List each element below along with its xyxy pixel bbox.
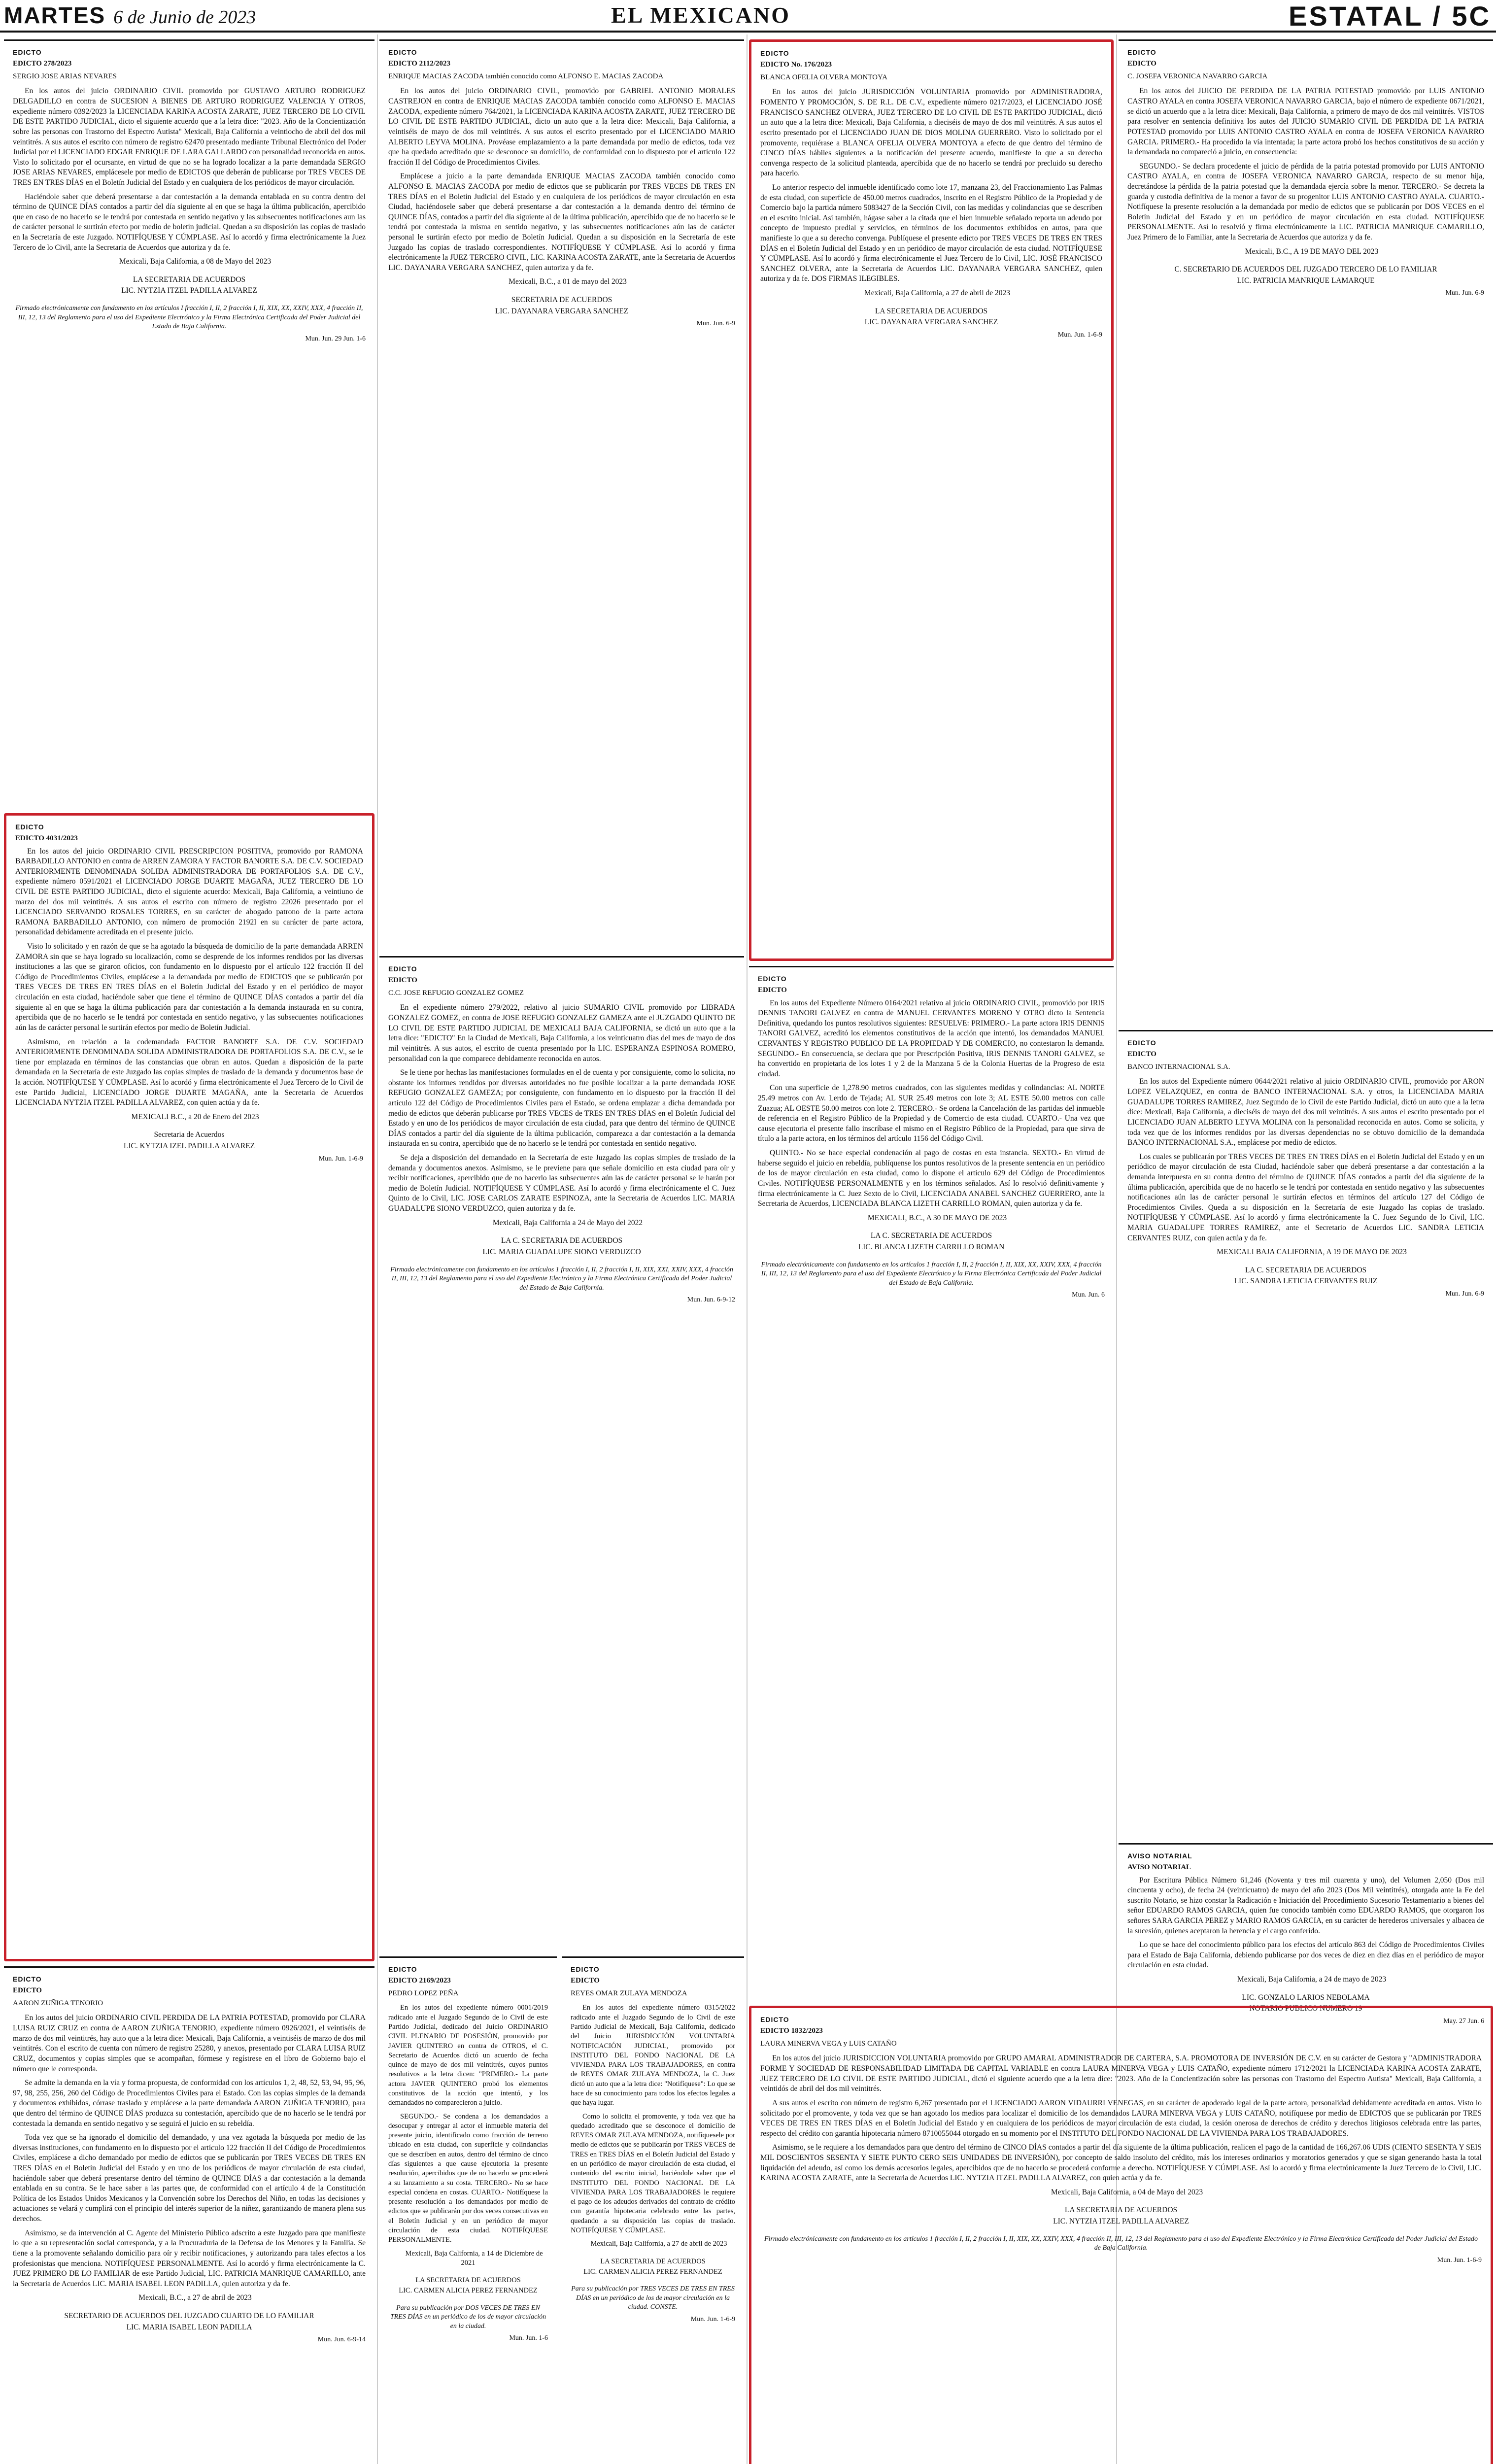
notice-paragraph: En los autos del JUICIO DE PERDIDA DE LA PATRIA POTESTAD promovido por LUIS ANTONIO CASTRO AYALA en contra JOSEFA VERONICA NAVARRO GARCIA, bajo el número de expediente 0671/2021, se dictó un acuerdo que a la letra dice: Mexicali, Baja California, a primero de mayo de dos mil veintitrés. VISTOS para resolver en sentencia definitiva los autos del JUICIO SUMARIO CIVIL DE PERDIDA DE LA PATRIA POTESTAD promovido por LUIS ANTONIO CASTRO AYALA en contra de JOSEFA VERONICA NAVARRO GARCIA. PRIMERO.- Ha procedido la vía intentada; la parte actora probó los hechos constitutivos de su acción y la demandada no compareció a juicio, en consecuencia:: [1127, 87, 1484, 157]
notice-id: EDICTO 2112/2023: [388, 59, 450, 68]
masthead-date: [4, 2, 256, 29]
notice-body: [1127, 86, 1484, 257]
notice-paragraph: Toda vez que se ha ignorado el domicilio del demandado, y una vez agotada la búsqueda por medio de las diversas instituciones, con fundamento en lo dispuesto por el artículo 122 fracción II del Código de Procedimientos Civiles, emplácese a dicho demandado por medio de edictos que se publicarán por TRES VECES DE TRES EN TRES DÍAS en el Boletín Judicial del Estado y en uno de los periódicos de mayor circulación de esta ciudad, haciéndole saber que deberá presentarse dentro del término de QUINCE DÍAS a dar contestación a la demanda entablada en su contra. Se le hace saber a las partes que, de conformidad con el artículo 4 de la Constitución Política de los Estados Unidos Mexicanos y la Convención sobre los Derechos del Niño, en todas las decisiones y actuaciones se velará y cumplirá con el principio del interés superior de la niñez, garantizando de manera plena sus derechos.: [13, 2133, 366, 2224]
notice-paragraph: MEXICALI B.C., a 20 de Enero del 2023: [131, 1112, 259, 1121]
legal-notice: [1119, 1030, 1493, 1838]
signature-line: LIC. DAYANARA VERGARA SANCHEZ: [495, 307, 629, 315]
notice-paragraph: Asimismo, en relación a la codemandada FACTOR BANORTE S.A. DE C.V. SOCIEDAD ANTERIORMENTE DENOMINADA SOLIDA ADMINISTRADORA DE PORTAFOLIOS S.A. DE C.V., se le tiene por emplazada en términos de las constancias que obran en autos. Quedan a disposición de la parte demandada en la Secretaría de este Juzgado las copias simples de traslado de la demanda y documentos base de la acción. NOTIFÍQUESE Y CÚMPLASE. Así lo acordó y firma electrónicamente el Juez Tercero de lo Civil de este Partido Judicial, LICENCIADO JORGE DUARTE MAGAÑA, ante la Secretaria de Acuerdos LICENCIADA NYTZIA ITZEL PADILLA ALVAREZ, con quien actúa y da fe.: [15, 1037, 363, 1107]
signature-line: LIC. BLANCA LIZETH CARRILLO ROMAN: [858, 1242, 1005, 1251]
notice-paragraph: Mexicali, Baja California, a 08 de Mayo del 2023: [119, 257, 272, 266]
notice-publication-ref: Mun. Jun. 1-6-9: [1437, 2256, 1482, 2264]
notice-signature: [1127, 265, 1484, 286]
notice-paragraph: Haciéndole saber que deberá presentarse a dar contestación a la demanda entablada en su contra dentro del término de QUINCE DÍAS contados a partir del día siguiente al en que se haga la última publicación, apercibido que en caso de no hacerlo se le tendrá por contestada en sentido negativo y las subsecuentes notificaciones aun las de carácter personal le surtirán efecto por medio de boletín judicial. Quedan a su disposición las copias de traslado en la Secretaría de este Juzgado. NOTIFÍQUESE Y CÚMPLASE. Así lo acordó y firma electrónicamente la Juez Tercero de lo Civil, ante la Secretaria de Acuerdos que autoriza y da fe.: [13, 192, 366, 252]
notice-paragraph: Se admite la demanda en la vía y forma propuesta, de conformidad con los artículos 1, 2, 48, 52, 53, 94, 95, 96, 97, 98, 255, 256, 260 del Código de Procedimientos Civiles para el Estado. Con las copias simples de la demanda y documentos exhibidos, córrase traslado y emplácese a la parte demandada AARON ZUÑIGA TENORIO, para que dentro del término de QUINCE DÍAS produzca su contestación, apercibido que de no hacerlo se le tendrá por contestada la demanda en sentido negativo y se seguirá el juicio en su rebeldía.: [13, 2079, 366, 2128]
notice-body: [758, 998, 1105, 1224]
notice-kicker: EDICTO: [1127, 1039, 1156, 1047]
notice-kicker: EDICTO: [760, 2016, 789, 2023]
column-divider: [377, 34, 378, 2464]
notice-addressee: C.C. JOSE REFUGIO GONZALEZ GOMEZ: [388, 989, 524, 997]
notice-paragraph: Mexicali, B.C., a 27 de abril de 2023: [138, 2293, 252, 2302]
signature-line: LIC. PATRICIA MANRIQUE LAMARQUE: [1237, 276, 1375, 285]
notice-body: [388, 86, 735, 287]
notice-paragraph: Mexicali, Baja California a 24 de Mayo del 2022: [492, 1218, 643, 1227]
notice-signature: [758, 1231, 1105, 1252]
signature-line: LIC. CARMEN ALICIA PEREZ FERNANDEZ: [583, 2267, 722, 2276]
signature-line: LIC. MARIA GUADALUPE SIONO VERDUZCO: [482, 1247, 641, 1256]
notice-signature: [760, 2205, 1482, 2226]
notice-footnote: Firmado electrónicamente con fundamento en los artículos I fracción I, II, 2 fracción I, II, XIX, XX, XXIV, XXX, 4 fracción II, III, 12, 13 del Reglamento para el uso del Expediente Electrónico y la Firma Electrónica Certificada del Poder Judicial del Estado de Baja California.: [15, 305, 363, 331]
notice-paragraph: Mexicali, B.C., A 19 DE MAYO DEL 2023: [1245, 247, 1379, 256]
notice-id: AVISO NOTARIAL: [1127, 1863, 1191, 1871]
signature-line: LA SECRETARIA DE ACUERDOS: [133, 275, 246, 284]
masthead-date-text: 6 de Junio de 2023: [113, 7, 256, 28]
notice-paragraph: Lo que se hace del conocimiento público para los efectos del artículo 863 del Código de Procedimientos Civiles para el Estado de Baja California, debiendo publicarse por dos veces de diez en diez días en el periódico de mayor circulación en esta ciudad.: [1127, 1941, 1484, 1970]
notice-body: [13, 86, 366, 267]
notice-paragraph: Se deja a disposición del demandado en la Secretaría de este Juzgado las copias simples de traslado de la demanda y documentos anexos. Asimismo, se le previene para que señale domicilio en esta ciudad para oír y recibir notificaciones, apercibido que de no hacerlo las subsecuentes aún las de carácter personal se le harán por medio de Boletín Judicial. NOTIFÍQUESE Y CÚMPLASE. Así lo acordó y firma electrónicamente el C. Juez Quinto de lo Civil, LIC. JOSE CARLOS ZARATE ESPINOZA, ante la Secretaria de Acuerdos LIC. MARIA GUADALUPE SIONO VERDUZCO, quien autoriza y da fe.: [388, 1154, 735, 1213]
notice-signature: [388, 295, 735, 316]
notice-paragraph: Los cuales se publicarán por TRES VECES DE TRES EN TRES DÍAS en el Boletín Judicial del Estado y en un periódico de mayor circulación de esta Ciudad, haciéndole saber que deberá presentarse a dar contestación a la demanda interpuesta en su contra dentro del término de QUINCE DÍAS contados a partir del día siguiente de la última publicación, apercibida que de no hacerlo se le tendrá por contestada en sentido negativo y las subsecuentes notificaciones aún las de carácter personal le surtirán efectos en términos del artículo 127 del Código de Procedimientos Civiles. Queda a su disposición en la Secretaría de este Juzgado las copias de traslado. NOTIFÍQUESE Y CÚMPLASE. Así lo acordó y firma electrónicamente la C. Juez Segundo de lo Civil, LIC. MARIA GUADALUPE TORRES RAMIREZ, ante el Secretario de Acuerdos LIC. SANDRA LETICIA CERVANTES RUIZ, con quien actúa y da fe.: [1127, 1152, 1484, 1242]
notice-signature: [13, 2311, 366, 2332]
notice-kicker: EDICTO: [388, 965, 417, 973]
notice-kicker: EDICTO: [571, 1965, 600, 1973]
notice-addressee: BANCO INTERNACIONAL S.A.: [1127, 1062, 1230, 1071]
notice-paragraph: En los autos del Expediente número 0644/2021 relativo al juicio ORDINARIO CIVIL, promovido por ARON LOPEZ VELAZQUEZ, en contra de BANCO INTERNACIONAL S.A. y otros, la LICENCIADA MARIA GUADALUPE TORRES RAMIREZ, Juez Segundo de lo Civil de este Partido Judicial, dictó un auto que a la letra dice: Mexicali, Baja California, a dieciséis de mayo del dos mil veintitrés. A sus autos el escrito presentado por el LICENCIADO JUAN ALBERTO LEYVA MOLINA con la personalidad reconocida en autos. Como se solicita, y toda vez que de los informes rendidos por las diversas dependencias no se obtuvo domicilio de la demandada BANCO INTERNACIONAL S.A., emplácese por medio de edictos.: [1127, 1077, 1484, 1147]
notice-paragraph: Visto lo solicitado y en razón de que se ha agotado la búsqueda de domicilio de la parte demandada ARREN ZAMORA sin que se haya logrado su localización, como se desprende de los informes rendidos por las diversas instituciones a las que se giraron oficios, con fundamento en lo dispuesto por el artículo 122 fracción II del Código de Procedimientos Civiles, emplácese a la demandada por medio de EDICTOS que se publicarán por TRES VECES DE TRES EN TRES DÍAS en el Boletín Judicial del Estado y en el periódico de mayor circulación en esta ciudad, haciéndole saber que tiene el término de QUINCE DÍAS contados a partir del día siguiente al en que se haga la última publicación para dar contestación a la demanda instaurada en su contra, apercibida que de no hacerlo se le tendrá por contestada en sentido negativo, y las subsecuentes notificaciones aún las de carácter personal le surtirán efectos por medio de Boletín Judicial.: [15, 942, 363, 1032]
notice-publication-ref: Mun. Jun. 1-6-9: [318, 1155, 363, 1163]
signature-line: LA C. SECRETARIA DE ACUERDOS: [501, 1236, 623, 1245]
notice-paragraph: En los autos del juicio JURISDICCIÓN VOLUNTARIA promovido por ADMINISTRADORA, FOMENTO Y PROMOCIÓN, S. DE R.L. DE C.V., expediente número 0217/2023, el LICENCIADO JOSÉ FRANCISCO SANCHEZ OLVERA, JUEZ TERCERO DE LO CIVIL DE ESTE PARTIDO JUDICIAL, dictó un auto que a la letra dice: Mexicali, Baja California, a dieciséis de mayo de dos mil veintitrés. A sus autos el escrito presentado por el LICENCIADO JUAN DE DIOS MOLINA GUERRERO. Visto lo solicitado por el promovente, requiérase a BLANCA OFELIA OLVERA MONTOYA a efecto de que dentro del término de CINCO DÍAS hábiles siguientes a la notificación del presente acuerdo, manifieste lo que a su derecho convenga respecto de la solicitud planteada, apercibida que de no hacerlo se tendrá por precluido su derecho para hacerlo.: [760, 88, 1102, 178]
notice-paragraph: Por Escritura Pública Número 61,246 (Noventa y tres mil cuarenta y uno), del Volumen 2,050 (Dos mil cincuenta y ocho), de fecha 24 (veinticuatro) de mayo del año 2023 (Dos Mil veintitrés), otorgada ante la Fe del suscrito Notario, se hizo constar la Radicación e Iniciación del Procedimiento Sucesorio Testamentario a bienes del señor EDUARDO RAMOS GARCIA, quien fue conocido también como EDUARDO RAMOS, que otorgaron los señores SARA GARCIA PEREZ y MARIO RAMOS GARCIA, en su carácter de herederos universales y albacea de la sucesión, quienes aceptaron la herencia y el cargo conferido.: [1127, 1876, 1484, 1935]
notice-body: [1127, 1876, 1484, 1985]
notice-id: EDICTO 2169/2023: [388, 1976, 451, 1985]
notice-paragraph: SEGUNDO.- Se declara procedente el juicio de pérdida de la patria potestad promovido por LUIS ANTONIO CASTRO AYALA, en contra de JOSEFA VERONICA NAVARRO GARCIA, respecto de su menor hija, decretándose la pérdida de la patria potestad que la demandada ejercía sobre la menor. TERCERO.- Se decreta la guarda y custodia definitiva de la menor a favor de su progenitor LUIS ANTONIO CASTRO AYALA. CUARTO.- Notifíquese la presente resolución a la demandada por medio de edictos que se publicarán por DOS VECES en el Boletín Judicial del Estado y en un periódico de mayor circulación en esta ciudad. NOTIFÍQUESE PERSONALMENTE. Así lo resolvió y firma electrónicamente la LIC. PATRICIA MANRIQUE CAMARILLO, Juez Primero de lo Familiar, ante la Secretaria de Acuerdos que autoriza y da fe.: [1127, 162, 1484, 242]
signature-line: Secretaria de Acuerdos: [154, 1130, 225, 1139]
notice-id: EDICTO: [388, 976, 417, 984]
notice-kicker: EDICTO: [15, 823, 44, 831]
notice-footnote: Firmado electrónicamente con fundamento en los artículos 1 fracción I, II, 2 fracción I, II, XIX, XXI, XXIV, XXX, 4 fracción II, III, 12, 13 del Reglamento para el uso del Expediente Electrónico y la Firma Electrónica Certificada del Poder Judicial del Estado de Baja California.: [390, 1266, 733, 1292]
notice-addressee: SERGIO JOSE ARIAS NEVARES: [13, 72, 117, 80]
signature-line: NOTARIO PUBLICO NUMERO 19: [1249, 2004, 1362, 2013]
legal-notice: [1119, 1843, 1493, 2025]
signature-line: LIC. GONZALO LARIOS NEBOLAMA: [1242, 1993, 1370, 2002]
notice-publication-ref: Mun. Jun. 6-9-14: [317, 2336, 366, 2344]
legal-notice: [379, 1956, 557, 2464]
legal-notice: [4, 1966, 374, 2464]
notice-body: [15, 847, 363, 1123]
legal-notice: [749, 39, 1114, 961]
column-divider: [747, 34, 748, 2464]
notice-paragraph: A sus autos el escrito con número de registro 6,267 presentado por el LICENCIADO AARON VIDAURRI VENEGAS, en su carácter de apoderado legal de la parte actora, personalidad debidamente acreditada en autos. Visto lo solicitado por el promovente, y toda vez que se han agotado los medios para localizar el domicilio de los demandados LAURA MINERVA VEGA y LUIS CATAÑO, notifíquese por medio de EDICTOS que se publicarán por TRES VECES DE TRES EN TRES DÍAS en el Boletín Judicial del Estado y en cualquiera de los periódicos de mayor circulación de esta ciudad, la cesión onerosa de derechos de crédito y derechos litigiosos celebrada entre las partes, respecto del crédito con garantía hipotecaria número 8710055044 otorgado en su momento por el INSTITUTO DEL FONDO NACIONAL DE LA VIVIENDA PARA LOS TRABAJADORES.: [760, 2098, 1482, 2138]
signature-line: LIC. DAYANARA VERGARA SANCHEZ: [864, 318, 998, 327]
masthead-paper-name: EL MEXICANO: [611, 2, 790, 28]
notice-id: EDICTO: [1127, 1050, 1156, 1058]
signature-line: LIC. NYTZIA ITZEL PADILLA ALVAREZ: [121, 286, 257, 295]
notice-paragraph: En los autos del juicio ORDINARIO CIVIL promovido por GUSTAVO ARTURO RODRIGUEZ DELGADILLO en contra de SUCESION A BIENES DE ARTURO RODRIGUEZ VALENCIA Y OTROS, expediente número 0392/2023 la LICENCIADA KARINA ACOSTA ZARATE, JUEZ TERCERO DE LO CIVIL DE ESTE PARTIDO JUDICIAL, dicto el siguiente acuerdo que a la letra dice: "2023. Año de la Concientización sobre las personas con Trastorno del Espectro Autista" Mexicali, Baja California a veintiocho de abril del dos mil veintitrés. A sus autos el escrito con número de registro 62470 presentado mediante Tribunal Electrónico del Poder Judicial por el LICENCIADO EDGAR ENRIQUE DE LARA GALLARDO con personalidad reconocida en autos. Visto lo solicitado por el ocursante, en virtud de que no se ha logrado localizar a la parte demandada SERGIO JOSE ARIAS NEVARES, emplácesele por medio de EDICTOS que deberán de publicarse por TRES VECES DE TRES EN TRES DÍAS en el Boletín Judicial del Estado y en cualquiera de los periódicos de mayor circulación.: [13, 87, 366, 187]
notice-paragraph: Mexicali, Baja California, a 14 de Diciembre de 2021: [405, 2249, 543, 2267]
notice-publication-ref: Mun. Jun. 1-6-9: [690, 2315, 735, 2323]
notice-id: EDICTO No. 176/2023: [760, 60, 832, 68]
notice-publication-ref: Mun. Jun. 6-9-12: [687, 1296, 735, 1304]
notice-body: [388, 1003, 735, 1228]
notice-publication-ref: Mun. Jun. 1-6-9: [1057, 331, 1102, 339]
notice-signature: [13, 275, 366, 296]
notice-body: [1127, 1077, 1484, 1257]
notice-addressee: REYES OMAR ZULAYA MENDOZA: [571, 1989, 687, 1997]
notice-paragraph: Asimismo, se da intervención al C. Agente del Ministerio Público adscrito a este Juzgado para que manifieste lo que a su representación social corresponda, y a la Procuraduría de la Defensa de los Menores y la Familia. Se tiene a la promovente señalando domicilio para oír y recibir notificaciones, y autorizando para tales efectos a los profesionistas que menciona. NOTIFÍQUESE PERSONALMENTE. Así lo acordó y firma electrónicamente la C. JUEZ PRIMERO DE LO FAMILIAR de este Partido Judicial, LIC. PATRICIA MANRIQUE CAMARILLO, ante la Secretaria de Acuerdos LIC. MARIA ISABEL LEON PADILLA, quien autoriza y da fe.: [13, 2228, 366, 2288]
notice-signature: [760, 307, 1102, 328]
notice-paragraph: Asimismo, se le requiere a los demandados para que dentro del término de CINCO DÍAS contados a partir del día siguiente de la última publicación, realicen el pago de la cantidad de 166,267.06 UDIS (CIENTO SESENTA Y SEIS MIL DOSCIENTOS SESENTA Y SIETE PUNTO CERO SEIS UNIDADES DE INVERSIÓN), por concepto de saldo insoluto del crédito, más los intereses ordinarios y moratorios generados y que se sigan generando hasta la total liquidación del adeudo, así como los demás accesorios legales, apercibidos que de no hacerlo se procederá conforme a derecho. NOTIFÍQUESE Y CÚMPLASE. Así lo acordó y firma electrónicamente la Juez Tercero de lo Civil, LIC. KARINA ACOSTA ZARATE, ante la Secretaria de Acuerdos LIC. NYTZIA ITZEL PADILLA ALVAREZ, con quien actúa y da fe.: [760, 2143, 1482, 2183]
legal-notice: [4, 39, 374, 808]
notice-publication-ref: Mun. Jun. 6: [1072, 1291, 1105, 1299]
legal-notice: [749, 966, 1114, 1986]
signature-line: LA C. SECRETARIA DE ACUERDOS: [870, 1232, 992, 1240]
signature-line: C. SECRETARIO DE ACUERDOS DEL JUZGADO TERCERO DE LO FAMILIAR: [1174, 265, 1437, 274]
signature-line: LIC. CARMEN ALICIA PEREZ FERNANDEZ: [399, 2287, 538, 2295]
notice-kicker: EDICTO: [388, 48, 417, 56]
notice-publication-ref: Mun. Jun. 6-9: [1445, 289, 1484, 297]
signature-line: SECRETARIA DE ACUERDOS: [511, 296, 612, 305]
notice-id: EDICTO 1832/2023: [760, 2026, 823, 2035]
notice-paragraph: SEGUNDO.- Se condena a los demandados a desocupar y entregar al actor el inmueble materia del presente juicio, identificado como fracción de terreno ubicado en esta ciudad, con superficie y colindancias que se describen en autos, dentro del término de cinco días siguientes a que cause ejecutoria la presente resolución, apercibidos que de no hacerlo se procederá a su lanzamiento a su costa. TERCERO.- No se hace especial condena en costas. CUARTO.- Notifíquese la presente resolución a los demandados por medio de edictos que se publicarán por dos veces consecutivas en el Boletín Judicial y en un periódico de mayor circulación de esta ciudad. NOTIFÍQUESE PERSONALMENTE.: [388, 2112, 548, 2244]
notice-signature: [388, 1236, 735, 1257]
notice-id: EDICTO: [1127, 59, 1156, 68]
notice-paragraph: En el expediente número 279/2022, relativo al juicio SUMARIO CIVIL promovido por LIBRADA GONZALEZ GOMEZ, en contra de JOSE REFUGIO GONZALEZ GAMEZA ante el JUZGADO QUINTO DE LO CIVIL DE ESTE PARTIDO JUDICIAL DE MEXICALI BAJA CALIFORNIA, se dictó un auto que a la letra dice: "EDICTO" En la Ciudad de Mexicali, Baja California, a los veinticuatro días del mes de mayo de dos mil veintitrés. A sus autos, el escrito de cuenta presentado por la LIC. ESPERANZA ESPINOSA ROMERO, personalidad con la que comparece debidamente reconocida en autos.: [388, 1003, 735, 1063]
notice-signature: [571, 2257, 735, 2277]
notice-body: [388, 2003, 548, 2268]
signature-line: LIC. NYTZIA ITZEL PADILLA ALVAREZ: [1053, 2217, 1189, 2226]
masthead: [0, 0, 1496, 33]
signature-line: SECRETARIO DE ACUERDOS DEL JUZGADO CUARTO DE LO FAMILIAR: [64, 2311, 314, 2320]
notice-addressee: ENRIQUE MACIAS ZACODA también conocido como ALFONSO E. MACIAS ZACODA: [388, 72, 664, 80]
notice-paragraph: En los autos del juicio ORDINARIO CIVIL, promovido por GABRIEL ANTONIO MORALES CASTREJON en contra de ENRIQUE MACIAS ZACODA también conocido como ALFONSO E. MACIAS ZACODA, expediente número 764/2021, la LICENCIADA KARINA ACOSTA ZARATE, JUEZ TERCERO DE LO CIVIL DE ESTE PARTIDO JUDICIAL, dicto un auto que a la letra dice: Mexicali, Baja California, a veintiséis de mayo de dos mil veintitrés. A sus autos el escrito presentado por el LICENCIADO MARIO ALBERTO LEYVA MOLINA. Provéase emplazamiento a la parte demandada por medio de edictos, toda vez que ha quedado acreditado que se desconoce su domicilio, de conformidad con lo dispuesto por el artículo 122 fracción II del Código de Procedimientos Civiles.: [388, 87, 735, 167]
notice-kicker: EDICTO: [388, 1965, 417, 1973]
signature-line: LA SECRETARIA DE ACUERDOS: [875, 307, 988, 315]
notice-id: EDICTO 278/2023: [13, 59, 72, 68]
notice-kicker: EDICTO: [758, 975, 787, 983]
signature-line: LA C. SECRETARIA DE ACUERDOS: [1245, 1266, 1367, 1274]
notice-paragraph: QUINTO.- No se hace especial condenación al pago de costas en esta instancia. SEXTO.- En virtud de haberse seguido el juicio en rebeldía, publíquense los puntos resolutivos de la presente sentencia en un periódico de los de mayor circulación en esta ciudad, como lo dispone el artículo 629 del Código de Procedimientos Civiles. NOTIFÍQUESE PERSONALMENTE y en los términos señalados. Así lo resolvió definitivamente y firma electrónicamente la C. Juez Sexto de lo Civil, LICENCIADA ANABEL SANCHEZ GUERRERO, ante la Secretaria de Acuerdos, LICENCIADA BLANCA LIZETH CARRILLO ROMAN, quien autoriza y da fe.: [758, 1149, 1105, 1208]
notice-body: [571, 2003, 735, 2249]
notice-paragraph: Mexicali, Baja California, a 04 de Mayo del 2023: [1051, 2188, 1203, 2196]
notice-footnote: Firmado electrónicamente con fundamento en los artículos 1 fracción I, II, 2 fracción I, II, XIX, XX, XXIV, XXX, 4 fracción II, III, 12, 13 del Reglamento para el uso del Expediente Electrónico y la Firma Electrónica Certificada del Poder Judicial del Estado de Baja California.: [761, 1261, 1102, 1287]
notice-addressee: BLANCA OFELIA OLVERA MONTOYA: [760, 73, 887, 81]
notice-addressee: LAURA MINERVA VEGA y LUIS CATAÑO: [760, 2039, 897, 2048]
notice-footnote: Firmado electrónicamente con fundamento en los artículos 1 fracción I, II, 2 fracción I, II, XIX, XX, XXIV, XXX, 4 fracción II, III, 12, 13 del Reglamento para el uso del Expediente Electrónico y la Firma Electrónica Certificada del Poder Judicial del Estado de Baja California.: [764, 2235, 1478, 2252]
legal-notice: [1119, 39, 1493, 1025]
notice-paragraph: Como lo solicita el promovente, y toda vez que ha quedado acreditado que se desconoce el domicilio de REYES OMAR ZULAYA MENDOZA, notifíquesele por medio de edictos que se publicarán por TRES VECES de TRES en TRES DÍAS en el Boletín Judicial del Estado y en un periódico de mayor circulación de esta ciudad, el contenido del escrito inicial, haciéndole saber que el INSTITUTO DEL FONDO NACIONAL DE LA VIVIENDA PARA LOS TRABAJADORES le requiere el pago de los adeudos derivados del contrato de crédito con garantía hipotecaria celebrado entre las partes, quedando a su disposición las copias de traslado. NOTIFÍQUESE Y CÚMPLASE.: [571, 2112, 735, 2234]
legal-notice: [379, 39, 744, 951]
notice-paragraph: Con una superficie de 1,278.90 metros cuadrados, con las siguientes medidas y colindancias: AL NORTE 25.49 metros con Av. Lerdo de Tejada; AL SUR 25.49 metros con lote 3; AL ESTE 50.00 metros con calle Zuazua; AL OESTE 50.00 metros con lote 2. TERCERO.- Se ordena la Cancelación de las partidas del inmueble de referencia en el Registro Público de la Propiedad y de Comercio de esta ciudad. CUARTO.- Una vez que cause ejecutoria el presente fallo inscríbase el mismo en el Registro Público de la Propiedad, para que sirva de título a la parte actora, en los términos del artículo 1156 del Código Civil.: [758, 1084, 1105, 1143]
notice-signature: [1127, 1266, 1484, 1287]
notice-paragraph: En los autos del juicio JURISDICCION VOLUNTARIA promovido por GRUPO AMARAL ADMINISTRADOR DE CARTERA, S.A. PROMOTORA DE INVERSIÓN DE C.V. en su carácter de Gestora y "ADMINISTRADORA FORME Y SOCIEDAD DE RESPONSABILIDAD LIMITADA DE CAPITAL VARIABLE en contra LAURA MINERVA VEGA y LUIS CATAÑO, expediente número 1712/2021 la LICENCIADA KARINA ACOSTA ZARATE, JUEZ TERCERO DE LO CIVIL DE ESTE PARTIDO JUDICIAL, dictó el siguiente acuerdo que a la letra dice: "2023. Año de la Concientización sobre las personas con Trastorno del Espectro Autista" Mexicali, Baja California, a veintidós de abril del dos mil veintitrés.: [760, 2054, 1482, 2093]
legal-notice: [4, 813, 374, 1961]
notice-paragraph: Se le tiene por hechas las manifestaciones formuladas en el de cuenta y por consiguiente, como lo solicita, no obstante los informes rendidos por diversas autoridades no fue posible localizar a la parte demandada JOSE REFUGIO GONZALEZ GAMEZA; por consiguiente, con fundamento en lo dispuesto por la fracción II del artículo 122 del Código de Procedimientos Civiles para el Estado, se ordena emplazar a dicha demandada por medio de edictos que deberán publicarse por TRES VECES de TRES EN TRES DÍAS en el Boletín Judicial del Estado y en uno de los periódicos de mayor circulación de esta ciudad, para que dentro del término de QUINCE DÍAS contados a partir del día siguiente de la última publicación, comparezca a dar contestación a la demanda instaurada en su contra, apercibido que de no hacerlo se le tendrá por contestada en sentido negativo.: [388, 1068, 735, 1148]
notice-kicker: AVISO NOTARIAL: [1127, 1852, 1192, 1860]
signature-line: LIC. KYTZIA IZEL PADILLA ALVAREZ: [123, 1142, 255, 1150]
notice-paragraph: MEXICALI BAJA CALIFORNIA, A 19 DE MAYO DE 2023: [1217, 1248, 1407, 1257]
notice-body: [760, 87, 1102, 298]
notice-footnote: Para su publicación por DOS VECES DE TRES EN TRES DÍAS en un periódico de los de mayor circulación en la ciudad.: [390, 2304, 546, 2330]
notice-body: [760, 2053, 1482, 2197]
notice-paragraph: Lo anterior respecto del inmueble identificado como lote 17, manzana 23, del Fraccionamiento Las Palmas de esta ciudad, con superficie de 450.00 metros cuadrados, inscrito en el Registro Público de la Propiedad y de Comercio bajo la partida número 5083427 de la Sección Civil, con las medidas y colindancias que se describen en el escrito inicial. Así también, hágase saber a la citada que el bien inmueble señalado reporta un adeudo por concepto de impuesto predial y servicios, en términos de los documentos exhibidos en autos, para que manifieste lo que a su derecho convenga. Publíquese el presente edicto por TRES VECES DE TRES EN TRES DÍAS en el Boletín Judicial del Estado y en un periódico de mayor circulación de esta ciudad. NOTIFÍQUESE Y CÚMPLASE. Así lo acordó y firma electrónicamente el Juez Tercero de lo Civil, LIC. JOSÉ FRANCISCO SANCHEZ OLVERA, ante la Secretaria de Acuerdos LIC. DAYANARA VERGARA SANCHEZ, quien autoriza y da fe. DOS FIRMAS ILEGIBLES.: [760, 183, 1102, 283]
notice-id: EDICTO: [758, 986, 787, 994]
legal-notice: [562, 1956, 744, 2464]
notice-kicker: EDICTO: [760, 49, 789, 57]
notice-paragraph: Mexicali, B.C., a 01 de mayo del 2023: [509, 277, 627, 286]
notice-paragraph: Mexicali, Baja California, a 27 de abril de 2023: [864, 289, 1011, 298]
notice-addressee: AARON ZUÑIGA TENORIO: [13, 1999, 103, 2007]
notice-paragraph: MEXICALI, B.C., A 30 DE MAYO DE 2023: [867, 1213, 1007, 1222]
notice-id: EDICTO: [13, 1986, 42, 1994]
notice-paragraph: En los autos del expediente número 0001/2019 radicado ante el Juzgado Segundo de lo Civil de este Partido Judicial, dedicado del Juicio ORDINARIO CIVIL PLENARIO DE POSESIÓN, promovido por JAVIER QUINTERO en contra de OTROS, el C. Secretario de Acuerdos dictó un acuerdo de fecha quince de mayo de dos mil veintitrés, cuyos puntos resolutivos a la letra dicen: "PRIMERO.- La parte actora JAVIER QUINTERO probó los elementos constitutivos de la acción que intentó, y los demandados no comparecieron a juicio.: [388, 2004, 548, 2107]
notice-body: [13, 2013, 366, 2303]
masthead-day: MARTES: [4, 2, 106, 28]
notice-paragraph: En los autos del juicio ORDINARIO CIVIL PERDIDA DE LA PATRIA POTESTAD, promovido por CLARA LUISA RUIZ CRUZ en contra de AARON ZUÑIGA TENORIO, expediente número 0926/2021, el veintiséis de marzo de dos mil veintitrés, hay auto que a la letra dice: Mexicali, Baja California, a veintiséis de marzo de dos mil veintitrés. Con el escrito de cuenta con número de registro 25280, y anexos, presentado por CLARA LUISA RUIZ CRUZ, documentos y copias simples que se acompañan, fórmese y regístrese en el libro de Gobierno bajo el número que le corresponda.: [13, 2014, 366, 2073]
notice-kicker: EDICTO: [1127, 48, 1156, 56]
notice-publication-ref: Mun. Jun. 6-9: [696, 320, 735, 328]
signature-line: LIC. SANDRA LETICIA CERVANTES RUIZ: [1234, 1277, 1378, 1286]
signature-line: LA SECRETARIA DE ACUERDOS: [1064, 2206, 1178, 2215]
notice-paragraph: En los autos del juicio ORDINARIO CIVIL PRESCRIPCION POSITIVA, promovido por RAMONA BARBADILLO ANTONIO en contra de ARREN ZAMORA Y FACTOR BANORTE S.A. DE C.V. SOCIEDAD ANTERIORMENTE DENOMINADA SOLIDA ADMINISTRADORA DE PORTAFOLIOS S.A. DE C.V., expediente número 0591/2021 el LICENCIADO JORGE DUARTE MAGAÑA, JUEZ TERCERO DE LO CIVIL DE ESTE PARTIDO JUDICIAL, dicto el siguiente acuerdo: Mexicali, Baja California, a veintiuno de marzo del dos mil veintitrés. A sus autos el escrito con número de registro 22026 presentado por el LICENCIADO SERVANDO ROSALES TORRES, en su carácter de abogado patrono de la parte actora RAMONA BARBADILLO ANTONIO, con número de promoción 2192I en su carácter de parte actora, personalidad debidamente acreditada en el presente juicio.: [15, 847, 363, 937]
notice-publication-ref: May. 27 Jun. 6: [1443, 2017, 1484, 2025]
notice-signature: [388, 2276, 548, 2296]
signature-line: LA SECRETARIA DE ACUERDOS: [600, 2257, 706, 2265]
notice-kicker: EDICTO: [13, 1975, 42, 1983]
notice-paragraph: Emplácese a juicio a la parte demandada ENRIQUE MACIAS ZACODA también conocido como ALFONSO E. MACIAS ZACODA por medio de edictos que se publicarán por TRES VECES DE TRES EN TRES DÍAS en el Boletín Judicial del Estado y en cualquiera de los periódicos de mayor circulación en esta Ciudad, haciéndosele saber que deberá presentarse a dar contestación a la demanda dentro del término de QUINCE DÍAS, contados a partir del día siguiente al de la última publicación, apercibido que de no hacerlo se le tendrá por contestada la misma en sentido negativo, y las subsecuentes notificaciones aún las de carácter personal le surtirán efecto por medio de Boletín Judicial. Quedan a su disposición en la Secretaría de este Juzgado las copias de traslado correspondientes. NOTIFÍQUESE Y CÚMPLASE. Así lo acordó y firma electrónicamente la JUEZ TERCERO CIVIL, LIC. KARINA ACOSTA ZARATE, ante la Secretaria de Acuerdos LIC. DAYANARA VERGARA SANCHEZ, quien autoriza y da fe.: [388, 172, 735, 272]
signature-line: LA SECRETARIA DE ACUERDOS: [415, 2276, 521, 2285]
notice-publication-ref: Mun. Jun. 1-6: [509, 2334, 548, 2342]
legal-notice: [749, 2006, 1493, 2464]
notice-publication-ref: Mun. Jun. 6-9: [1445, 1290, 1484, 1298]
notice-addressee: PEDRO LOPEZ PEÑA: [388, 1989, 459, 1997]
notice-id: EDICTO: [571, 1976, 600, 1985]
notice-paragraph: Mexicali, Baja California, a 27 de abril de 2023: [590, 2240, 727, 2248]
notice-paragraph: En los autos del expediente número 0315/2022 radicado ante el Juzgado Segundo de lo Civil de este Partido Judicial de Mexicali, Baja California, dedicado del Juicio JURISDICCIÓN VOLUNTARIA NOTIFICACIÓN JUDICIAL, promovido por INSTITUTO DEL FONDO NACIONAL DE LA VIVIENDA PARA LOS TRABAJADORES, en contra de REYES OMAR ZULAYA MENDOZA, la C. Juez dictó un auto que a la letra dice: "Notifíquese": Lo que se hace de su conocimiento para todos los efectos legales a que haya lugar.: [571, 2004, 735, 2107]
notice-addressee: C. JOSEFA VERONICA NAVARRO GARCIA: [1127, 72, 1268, 80]
notice-footnote: Para su publicación por TRES VECES DE TRES EN TRES DÍAS en un periódico de los de mayor circulación en la ciudad. CONSTE.: [571, 2285, 735, 2311]
notice-signature: [15, 1130, 363, 1151]
notice-paragraph: En los autos del Expediente Número 0164/2021 relativo al juicio ORDINARIO CIVIL, promovido por IRIS DENNIS TANORI GALVEZ en contra de MANUEL CERVANTES MORENO Y OTRO dicto la Sentencia Definitiva, quedando los puntos resolutivos siguientes: RESUELVE: PRIMERO.- La parte actora IRIS DENNIS TANORI GALVEZ, acreditó los elementos constitutivos de la acción que intentó, los demandados MANUEL CERVANTES Y REGISTRO PUBLICO DE LA PROPIEDAD Y DE COMERCIO, no contestaron la demanda. SEGUNDO.- En consecuencia, se declara que por Prescripción Positiva, IRIS DENNIS TANORI GALVEZ, se ha convertido en propietaria de los lotes 1 y 2 de la Manzana 5 de la Colonia Huertas de la Progreso de esta ciudad.: [758, 998, 1105, 1078]
notice-kicker: EDICTO: [13, 48, 42, 56]
signature-line: LIC. MARIA ISABEL LEON PADILLA: [126, 2323, 252, 2331]
legal-notice: [379, 956, 744, 1951]
masthead-section: ESTATAL / 5C: [1289, 0, 1491, 32]
notice-paragraph: Mexicali, Baja California, a 24 de mayo de 2023: [1237, 1975, 1387, 1984]
notice-id: EDICTO 4031/2023: [15, 834, 78, 842]
notice-publication-ref: Mun. Jun. 29 Jun. 1-6: [305, 335, 366, 342]
